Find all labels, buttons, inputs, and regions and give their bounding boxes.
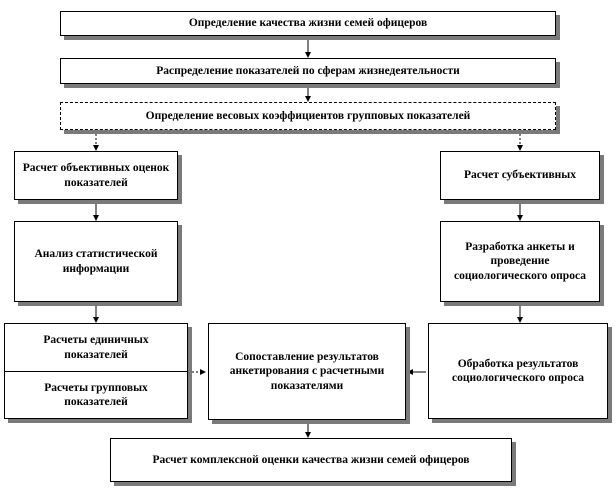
node-survey-processing	[428, 323, 608, 419]
node-objective-estimates	[14, 151, 178, 200]
node-label: Анализ статистической информации	[34, 248, 158, 275]
node-complex-assessment	[110, 438, 512, 482]
node-results-comparison	[208, 323, 406, 420]
node-indicator-distribution	[60, 58, 556, 84]
node-label: Распределение показателей по сферам жизнедеятельности	[156, 64, 460, 77]
node-statistical-analysis	[14, 221, 178, 302]
node-label: Обработка результатов социологического опроса	[452, 357, 584, 384]
node-label: Расчеты групповых показателей	[44, 381, 148, 408]
node-indicator-calculations	[4, 323, 188, 419]
group-indicators-section	[5, 371, 187, 418]
node-subjective-calculation	[440, 151, 600, 200]
node-survey-development	[440, 221, 600, 302]
node-label: Определение качества жизни семей офицеров	[188, 17, 428, 30]
node-weight-coefficients	[60, 102, 556, 130]
node-label: Разработка анкеты и проведение социологического опроса	[454, 240, 586, 282]
node-label: Расчет субъективных	[463, 169, 577, 182]
node-label: Расчеты единичных показателей	[43, 334, 149, 361]
node-label: Определение весовых коэффициентов групповых показателей	[145, 109, 471, 122]
node-label: Расчет комплексной оценки качества жизни семей офицеров	[152, 453, 470, 466]
node-label: Расчет объективных оценок показателей	[22, 162, 170, 189]
node-quality-of-life-definition	[60, 11, 556, 36]
node-label: Сопоставление результатов анкетирования с расчетными показателями	[229, 350, 385, 392]
single-indicators-section	[5, 324, 187, 371]
